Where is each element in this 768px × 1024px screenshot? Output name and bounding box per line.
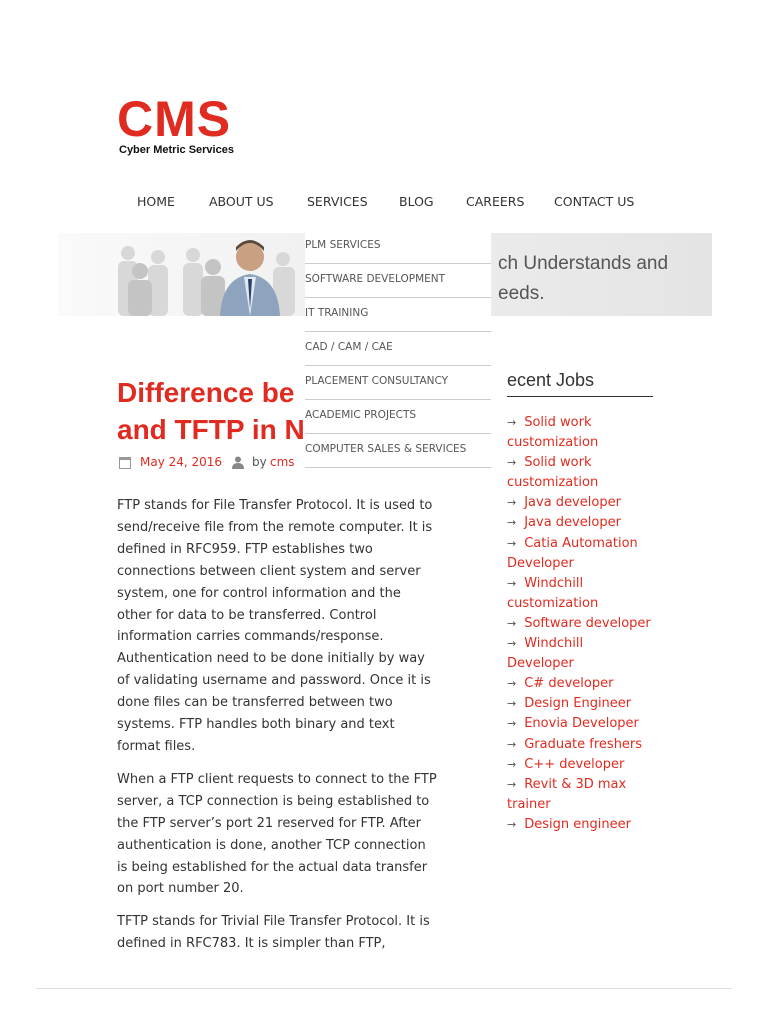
nav-home[interactable]: HOME [137,194,175,209]
post-title [117,374,305,448]
job-title[interactable]: Design Engineer [524,696,632,712]
job-title[interactable]: Enovia Developer [524,716,639,732]
job-title[interactable]: Solid work customization [507,415,599,451]
job-title[interactable]: Java developer [524,495,621,511]
job-link[interactable] [507,453,653,493]
menu-item-cad-cam-cae[interactable]: CAD / CAM / CAE [305,332,491,366]
job-title[interactable]: Revit & 3D max trainer [507,776,627,812]
job-title[interactable]: Windchill Developer [507,636,584,672]
banner-line-2: eeds. [498,283,545,304]
paragraph: FTP stands for File Transfer Protocol. It is used to send/receive file from the remote computer. It is defined in RFC959. FTP establishes two connections between client system and server system, one for control information and the other for data to be transferred. Control information carries commands/response. Authentication need to be done initially by way of validating username and password. Once it is done files can be transferred between two systems. FTP handles both binary and text format files. [117,498,433,754]
post-title-line-1: Difference be [117,377,295,408]
nav-blog[interactable]: BLOG [399,194,434,209]
nav-contact-us[interactable]: CONTACT US [554,194,635,209]
job-link[interactable] [507,513,653,533]
job-link[interactable] [507,694,653,714]
arrow-right-icon: → [507,817,517,831]
banner-tagline [498,249,712,309]
job-link[interactable] [507,634,653,674]
arrow-right-icon: → [507,416,517,429]
menu-item-plm-services[interactable]: PLM SERVICES [305,230,491,264]
job-link[interactable] [507,614,653,634]
banner-line-1: ch Understands and [498,253,669,274]
arrow-right-icon: → [507,616,517,630]
menu-item-software-development[interactable]: SOFTWARE DEVELOPMENT [305,264,491,298]
recent-jobs-list [507,413,653,835]
job-title[interactable]: Java developer [524,515,621,531]
arrow-right-icon: → [507,737,517,751]
logo-wordmark: CMS [117,91,232,147]
job-link[interactable] [507,574,653,614]
services-dropdown [305,230,491,467]
post-date[interactable]: May 24, 2016 [140,455,223,469]
job-title[interactable]: C++ developer [524,756,625,772]
post-content [117,495,437,966]
job-link[interactable] [507,735,653,755]
user-icon [232,456,244,469]
arrow-right-icon: → [507,697,517,711]
job-link[interactable] [507,755,653,775]
arrow-right-icon: → [507,536,517,550]
logo-tagline: Cyber Metric Services [119,144,234,156]
job-title[interactable]: Catia Automation Developer [507,535,638,571]
job-title[interactable]: Software developer [524,615,651,631]
nav-careers[interactable]: CAREERS [466,194,525,209]
menu-item-it-training[interactable]: IT TRAINING [305,298,491,332]
job-link[interactable] [507,534,653,574]
arrow-right-icon: → [507,637,517,651]
job-title[interactable]: Design engineer [524,816,631,832]
job-link[interactable] [507,775,653,815]
calendar-icon [119,457,131,469]
menu-item-placement-consultancy[interactable]: PLACEMENT CONSULTANCY [305,366,491,400]
job-title[interactable]: C# developer [524,676,614,692]
post-author[interactable]: cms [270,455,295,469]
paragraph: When a FTP client requests to connect to the FTP server, a TCP connection is being established to the FTP server’s port 21 reserved for FTP. After authentication is done, another TCP connection is being established for the actual data transfer on port number 20. [117,771,437,897]
arrow-right-icon: → [507,677,517,691]
job-link[interactable] [507,413,653,453]
menu-item-academic-projects[interactable]: ACADEMIC PROJECTS [305,400,491,434]
cms-logo[interactable] [117,91,277,160]
main-nav [0,194,768,214]
job-title[interactable]: Solid work customization [507,455,599,491]
footer-divider [36,988,732,989]
job-link[interactable] [507,674,653,694]
recent-jobs-title: ecent Jobs [507,369,653,397]
arrow-right-icon: → [507,777,517,791]
arrow-right-icon: → [507,516,517,530]
arrow-right-icon: → [507,496,517,510]
business-people-image [58,233,303,316]
arrow-right-icon: → [507,456,517,470]
nav-services[interactable]: SERVICES [307,194,368,209]
job-link[interactable] [507,493,653,513]
nav-about-us[interactable]: ABOUT US [209,194,274,209]
job-title[interactable]: Windchill customization [507,575,599,611]
arrow-right-icon: → [507,717,517,731]
menu-item-computer-sales-services[interactable]: COMPUTER SALES & SERVICES [305,434,491,468]
arrow-right-icon: → [507,576,517,590]
arrow-right-icon: → [507,757,517,771]
job-link[interactable] [507,815,653,835]
job-link[interactable] [507,714,653,734]
post-title-line-2: and TFTP in N [117,414,305,445]
paragraph: TFTP stands for Trivial File Transfer Protocol. It is defined in RFC783. It is simpler than FTP, [117,914,430,952]
recent-jobs-widget [507,369,653,832]
post-by-label: by [252,455,267,469]
job-title[interactable]: Graduate freshers [524,736,643,752]
